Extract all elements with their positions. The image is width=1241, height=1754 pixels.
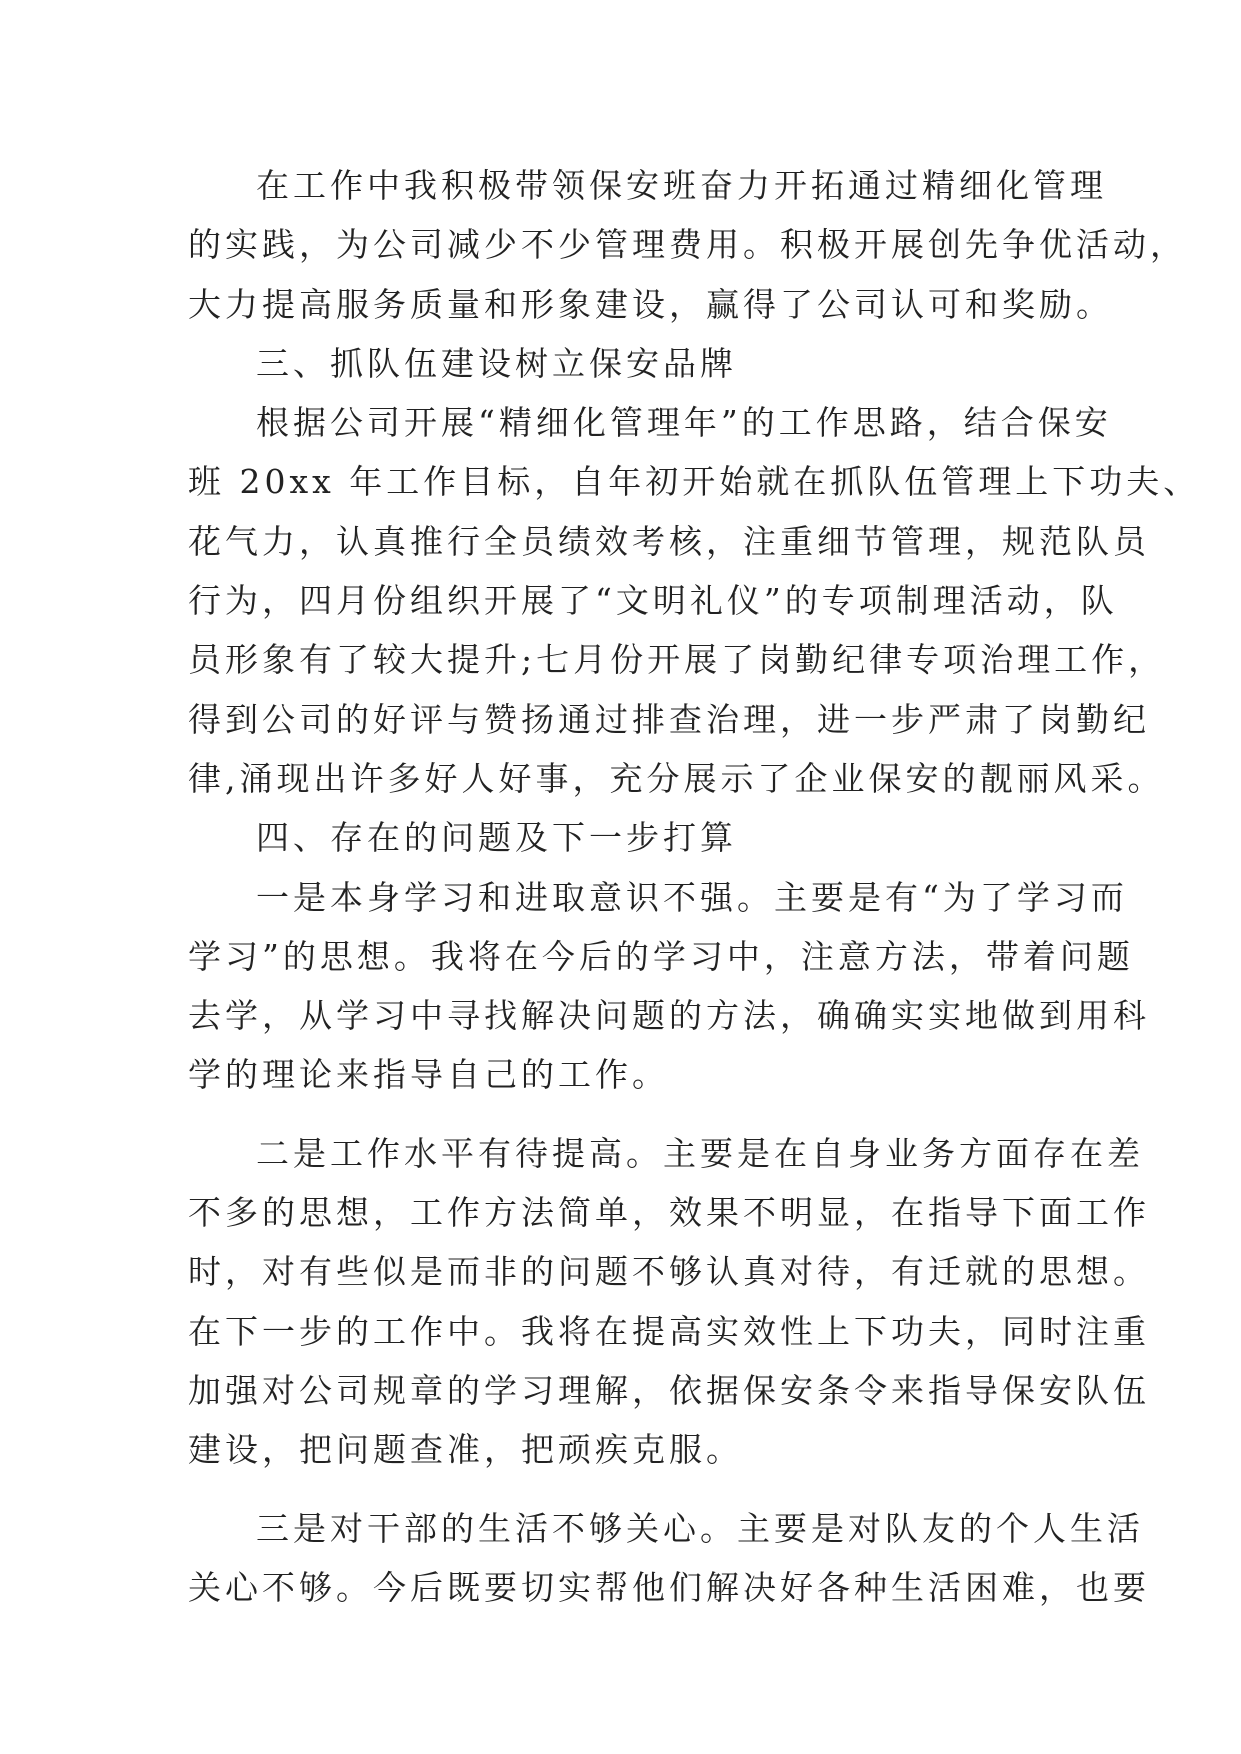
text-line: 行为，四月份组织开展了“文明礼仪”的专项制理活动，队: [188, 581, 1118, 621]
text-line: 的实践，为公司减少不少管理费用。积极开展创先争优活动，: [188, 225, 1187, 265]
text-line: 时，对有些似是而非的问题不够认真对待，有迁就的思想。: [188, 1252, 1150, 1292]
text-line: 花气力，认真推行全员绩效考核，注重细节管理，规范队员: [188, 521, 1150, 561]
section-heading-4: [188, 808, 1058, 867]
text-line: 加强对公司规章的学习理解，依据保安条令来指导保安队伍: [188, 1370, 1150, 1410]
text-line: 学习”的思想。我将在今后的学习中，注意方法，带着问题: [188, 936, 1134, 976]
text-line: 关心不够。今后既要切实帮他们解决好各种生活困难，也要: [188, 1567, 1150, 1607]
text-line: 在工作中我积极带领保安班奋力开拓通过精细化管理: [256, 166, 1107, 205]
text-line: 三是对干部的生活不够关心。主要是对队友的个人生活: [256, 1508, 1144, 1548]
text-line: 一是本身学习和进取意识不强。主要是有“为了学习而: [256, 877, 1128, 917]
document-body: [188, 156, 1201, 1617]
paragraph-1: [188, 156, 1187, 334]
text-line: 得到公司的好评与赞扬通过排查治理，进一步严肃了岗勤纪: [188, 699, 1150, 739]
paragraph-spacer: [188, 1105, 1058, 1124]
paragraph-2: [188, 393, 1201, 808]
section-heading: 四、存在的问题及下一步打算: [256, 818, 737, 858]
text-line: 班 20xx 年工作目标，自年初开始就在抓队伍管理上下功夫、: [188, 462, 1201, 502]
paragraph-3: [188, 868, 1150, 1105]
text-line: 去学，从学习中寻找解决问题的方法，确确实实地做到用科: [188, 996, 1150, 1036]
text-line: 根据公司开展“精细化管理年”的工作思路，结合保安: [256, 403, 1112, 443]
text-line: 大力提高服务质量和形象建设，赢得了公司认可和奖励。: [188, 284, 1113, 324]
paragraph-spacer: [188, 1480, 1058, 1499]
section-heading-3: [188, 334, 1058, 393]
text-line: 不多的思想，工作方法简单，效果不明显，在指导下面工作: [188, 1193, 1150, 1233]
text-line: 学的理论来指导自己的工作。: [188, 1055, 669, 1095]
section-heading: 三、抓队伍建设树立保安品牌: [256, 343, 737, 383]
text-line: 律,涌现出许多好人好事，充分展示了企业保安的靓丽风采。: [188, 758, 1165, 798]
text-line: 在下一步的工作中。我将在提高实效性上下功夫，同时注重: [188, 1311, 1150, 1351]
paragraph-4: [188, 1124, 1150, 1480]
text-line: 建设，把问题查准，把顽疾克服。: [188, 1430, 743, 1470]
text-line: 二是工作水平有待提高。主要是在自身业务方面存在差: [256, 1133, 1144, 1173]
text-line: 员形象有了较大提升;七月份开展了岗勤纪律专项治理工作，: [188, 640, 1166, 680]
paragraph-5: [188, 1499, 1150, 1618]
